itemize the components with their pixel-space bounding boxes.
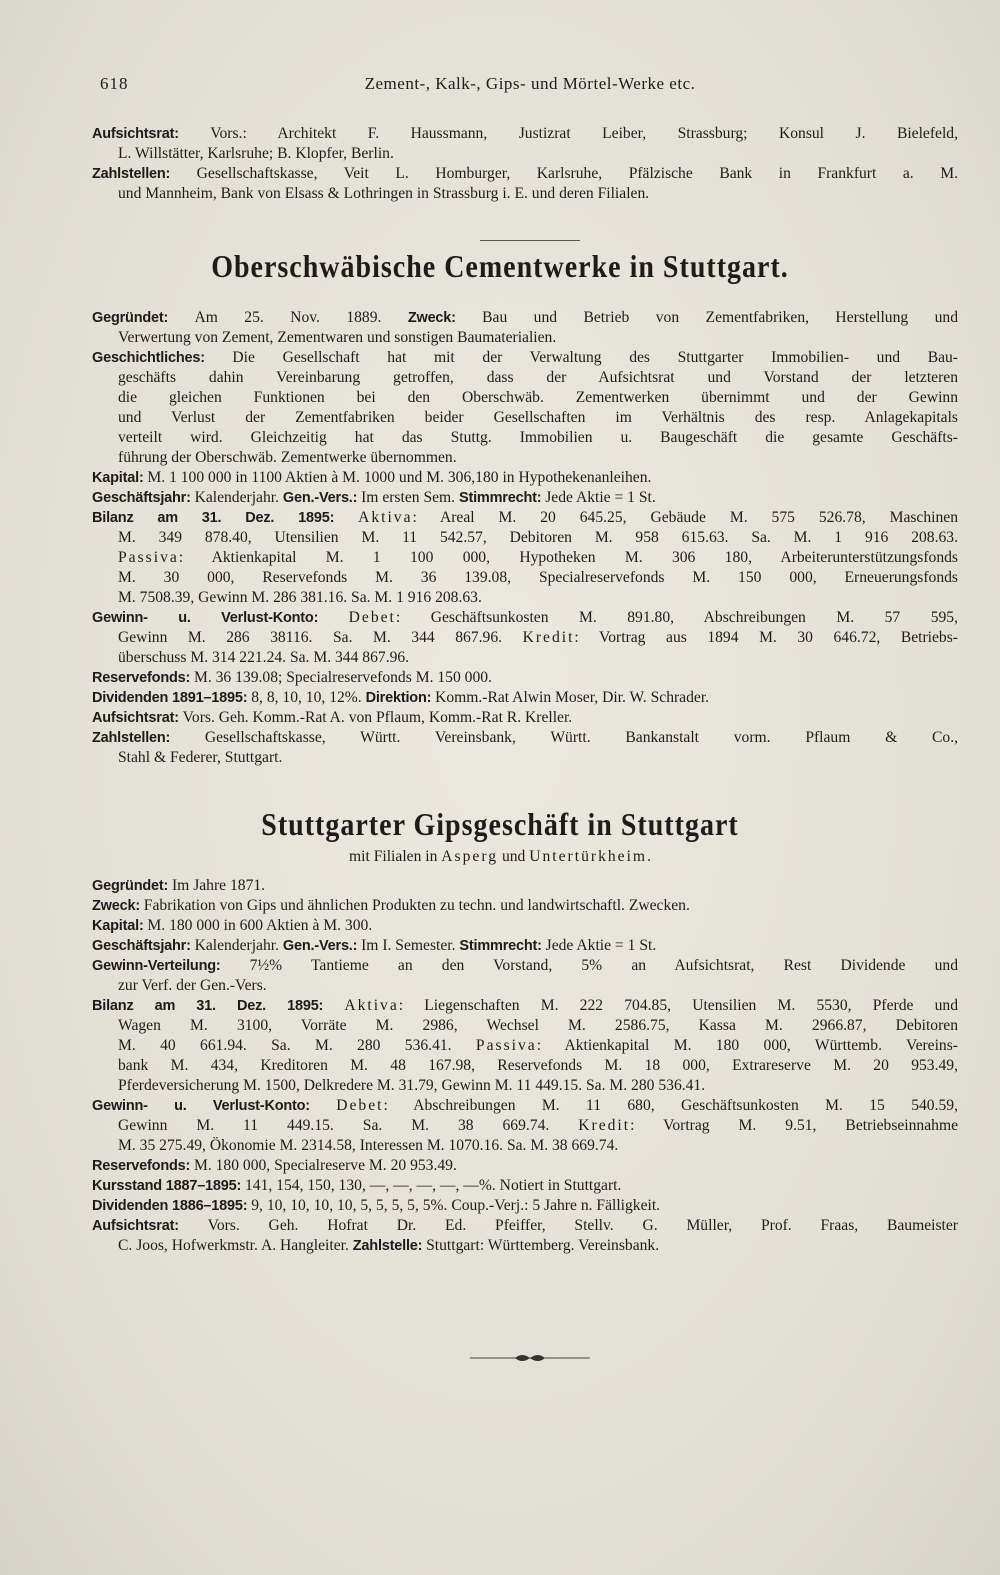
field-text: zur Verf. der Gen.-Vers. [118,977,267,994]
text-line [92,328,958,348]
field-text: M. 180 000, Specialreserve M. 20 953.49. [193,1157,457,1174]
field-label: Zweck: [92,898,144,914]
text-line [92,528,958,548]
field-label: Geschäftsjahr: [92,938,195,954]
field-text: Debet [336,1097,384,1114]
text-line [92,488,958,508]
section2-body [92,876,958,1256]
field-label: Zahlstellen: [92,730,205,746]
text-line [92,408,958,428]
text-line [92,936,958,956]
text-line [92,468,958,488]
text-line [92,896,958,916]
field-text: verteilt wird. Gleichzeitig hat das Stuttg. Immobilien u. Baugeschäft die gesamte Geschäfts- [118,429,958,446]
field-text: 141, 154, 150, 130, —, —, —, —, —%. Notiert in Stuttgart. [244,1177,622,1194]
section2-title: Stuttgarter Gipsgeschäft in Stuttgart [261,807,739,844]
field-text: Verwertung von Zement, Zementwaren und sonstigen Baumaterialien. [118,329,557,346]
field-label: Gewinn- u. Verlust-Konto: [92,610,349,626]
field-text: Fabrikation von Gips und ähnlichen Produkten zu techn. und landwirtschaftl. Zwecken. [143,897,690,914]
field-label: Bilanz am 31. Dez. 1895: [92,998,345,1014]
field-label: Kursstand 1887–1895: [92,1178,245,1194]
text-line [92,1076,958,1096]
field-text: Jede Aktie = 1 St. [545,489,656,506]
field-text: : Liegenschaften M. 222 704.85, Utensilien M. 5530, Pferde und [398,997,959,1014]
text-line [92,628,958,648]
field-text: Wagen M. 3100, Vorräte M. 2986, Wechsel M. 2586.75, Kassa M. 2966.87, Debitoren [118,1017,958,1034]
text-line [92,708,958,728]
field-label: Aufsichtsrat: [92,126,211,142]
field-text: Bau und Betrieb von Zementfabriken, Herstellung und [482,309,958,326]
field-text: : Geschäftsunkosten M. 891.80, Abschreibungen M. 57 595, [395,609,958,626]
field-text: Gesellschaftskasse, Württ. Vereinsbank, Württ. Bankanstalt vorm. Pflaum & Co., [204,729,958,746]
field-text: Kalenderjahr. [194,937,283,954]
text-line [92,976,958,996]
text-line [92,124,958,144]
field-text: M. 35 275.49, Ökonomie M. 2314.58, Interessen M. 1070.16. Sa. M. 38 669.74. [118,1137,619,1154]
field-text: Die Gesellschaft hat mit der Verwaltung des Stuttgarter Immobilien- und Bau- [232,349,959,366]
field-label: Dividenden 1886–1895: [92,1198,252,1214]
text-line [92,1036,958,1056]
text-line [92,1236,958,1256]
field-label: Geschichtliches: [92,350,233,366]
text-line [92,688,958,708]
field-label: Gen.-Vers.: [282,490,362,506]
field-text: Komm.-Rat Alwin Moser, Dir. W. Schrader. [435,689,710,706]
field-text: führung der Oberschwäb. Zementwerke übernommen. [118,449,457,466]
field-label: Aufsichtsrat: [92,1218,208,1234]
text-line [92,1016,958,1036]
field-text: Jede Aktie = 1 St. [545,937,657,954]
field-text: Pferdeversicherung M. 1500, Delkredere M. 31.79, Gewinn M. 11 449.15. Sa. M. 280 536.41. [118,1077,706,1094]
page-header [100,74,960,98]
text-line [92,996,958,1016]
field-text: Im ersten Sem. [361,489,459,506]
text-line [92,1116,958,1136]
field-text: 9, 10, 10, 10, 10, 5, 5, 5, 5, 5%. Coup.-Verj.: 5 Jahre n. Fälligkeit. [251,1197,661,1214]
field-label: Direktion: [365,690,436,706]
field-label: Zahlstelle: [352,1238,427,1254]
text-line [92,956,958,976]
field-label: Aufsichtsrat: [92,710,183,726]
field-text: Aktiva [358,509,413,526]
ornament-icon [470,1352,590,1364]
field-text: Stuttgart: Württemberg. Vereinsbank. [426,1237,660,1254]
text-line [92,508,958,528]
field-text: : Areal M. 20 645.25, Gebäude M. 575 526.78, Maschinen [412,509,959,526]
field-text: Am 25. Nov. 1889. [194,309,408,326]
field-text: Gewinn M. 11 449.15. Sa. M. 38 669.74. [118,1117,579,1134]
field-text: : Vortrag aus 1894 M. 30 646.72, Betriebs- [574,629,958,646]
text-line [92,1096,958,1116]
text-line [92,1056,958,1076]
text-line [92,548,958,568]
field-text: geschäfts dahin Vereinbarung getroffen, dass der Aufsichtsrat und Vorstand der letzteren [118,369,958,386]
field-text: M. 7508.39, Gewinn M. 286 381.16. Sa. M. 1 916 208.63. [118,589,482,606]
field-label: Gewinn-Verteilung: [92,958,250,974]
field-text: bank M. 434, Kreditoren M. 48 167.98, Reservefonds M. 18 000, Extrareserve M. 20 953.49, [118,1057,958,1074]
field-text: M. 1 100 000 in 1100 Aktien à M. 1000 und M. 306,180 in Hypothekenanleihen. [147,469,652,486]
subtitle-text: mit Filialen in [349,848,442,865]
text-line [92,916,958,936]
text-line [92,876,958,896]
field-text: M. 40 661.94. Sa. M. 280 536.41. [118,1037,476,1054]
text-line [92,1196,958,1216]
field-label: Kapital: [92,470,148,486]
field-text: : Vortrag M. 9.51, Betriebseinnahme [630,1117,959,1134]
field-label: Bilanz am 31. Dez. 1895: [92,510,359,526]
field-text: Kredit [578,1117,631,1134]
field-label: Geschäftsjahr: [92,490,195,506]
text-line [92,388,958,408]
field-text: : Aktienkapital M. 1 100 000, Hypotheken M. 306 180, Arbeiterunterstützungsfonds [178,549,958,566]
field-label: Zweck: [407,310,483,326]
field-text: und Mannheim, Bank von Elsass & Lothringen in Strassburg i. E. und deren Filialen. [118,185,650,202]
field-label: Reservefonds: [92,670,194,686]
field-text: Aktiva [344,997,399,1014]
field-label: Stimmrecht: [458,490,546,506]
text-line [92,164,958,184]
field-text: C. Joos, Hofwerkmstr. A. Hangleiter. [118,1237,353,1254]
field-text: M. 349 878.40, Utensilien M. 11 542.57, Debitoren M. 958 615.63. Sa. M. 1 916 208.63. [118,529,958,546]
field-label: Reservefonds: [92,1158,194,1174]
field-text: die gleichen Funktionen bei den Oberschwäb. Zementwerken übernimmt und der Gewinn [118,389,958,406]
section1-body [92,308,958,768]
field-text: Passiva [475,1037,537,1054]
field-text: Kredit [522,629,575,646]
field-label: Gen.-Vers.: [282,938,362,954]
text-line [92,144,958,164]
field-text: M. 180 000 in 600 Aktien à M. 300. [147,917,373,934]
field-text: M. 36 139.08; Specialreservefonds M. 150 000. [193,669,492,686]
text-line [92,428,958,448]
text-line [92,1156,958,1176]
section-divider [480,240,580,241]
field-text: M. 30 000, Reservefonds M. 36 139.08, Specialreservefonds M. 150 000, Erneuerungsfonds [118,569,958,586]
text-line [92,308,958,328]
subtitle-text: . [647,848,651,865]
field-text: 8, 8, 10, 10, 12%. [251,689,366,706]
text-line [92,588,958,608]
subtitle-place: Asperg [441,848,499,865]
text-line [92,448,958,468]
field-text: : Aktienkapital M. 180 000, Württemb. Vereins- [536,1037,958,1054]
field-text: Kalenderjahr. [194,489,283,506]
field-text: L. Willstätter, Karlsruhe; B. Klopfer, Berlin. [118,145,394,162]
running-title: Zement-, Kalk-, Gips- und Mörtel-Werke etc. [364,74,696,93]
field-text: Vors.: Architekt F. Haussmann, Justizrat Leiber, Strassburg; Konsul J. Bielefeld, [210,125,958,142]
text-line [92,748,958,768]
field-label: Kapital: [92,918,148,934]
text-line [92,648,958,668]
section1-title: Oberschwäbische Cementwerke in Stuttgart. [211,249,789,286]
field-label: Dividenden 1891–1895: [92,690,252,706]
field-text: Debet [348,609,396,626]
field-label: Gegründet: [92,310,195,326]
field-text: und Verlust der Zementfabriken beider Gesellschaften im Verhältnis des resp. Anlagekapitals [118,409,958,426]
text-line [92,668,958,688]
text-line [92,348,958,368]
text-line [92,608,958,628]
text-line [92,728,958,748]
field-label: Zahlstellen: [92,166,197,182]
field-text: überschuss M. 314 221.24. Sa. M. 344 867.96. [118,649,410,666]
field-text: Stahl & Federer, Stuttgart. [118,749,283,766]
text-line [92,368,958,388]
field-text: Gesellschaftskasse, Veit L. Homburger, Karlsruhe, Pfälzische Bank in Frankfurt a. M. [196,165,958,182]
subtitle-text: und [498,848,530,865]
field-text: Im Jahre 1871. [171,877,266,894]
field-text: 7½% Tantieme an den Vorstand, 5% an Aufsichtsrat, Rest Dividende und [249,957,958,974]
field-label: Stimmrecht: [459,938,546,954]
field-text: Vors. Geh. Hofrat Dr. Ed. Pfeiffer, Stellv. G. Müller, Prof. Fraas, Baumeister [207,1217,958,1234]
field-text: Gewinn M. 286 38116. Sa. M. 344 867.96. [118,629,523,646]
text-line [92,1176,958,1196]
field-label: Gewinn- u. Verlust-Konto: [92,1098,337,1114]
field-text: Passiva [118,549,179,566]
section2-subtitle [0,848,1000,866]
field-text: Vors. Geh. Komm.-Rat A. von Pflaum, Komm.-Rat R. Kreller. [182,709,573,726]
page-number: 618 [100,74,129,93]
subtitle-place: Untertürkheim [529,848,648,865]
field-text: : Abschreibungen M. 11 680, Geschäftsunkosten M. 15 540.59, [383,1097,958,1114]
field-text: Im I. Semester. [361,937,460,954]
text-line [92,1136,958,1156]
text-line [92,184,958,204]
field-label: Gegründet: [92,878,172,894]
intro-section [92,124,958,204]
text-line [92,568,958,588]
text-line [92,1216,958,1236]
